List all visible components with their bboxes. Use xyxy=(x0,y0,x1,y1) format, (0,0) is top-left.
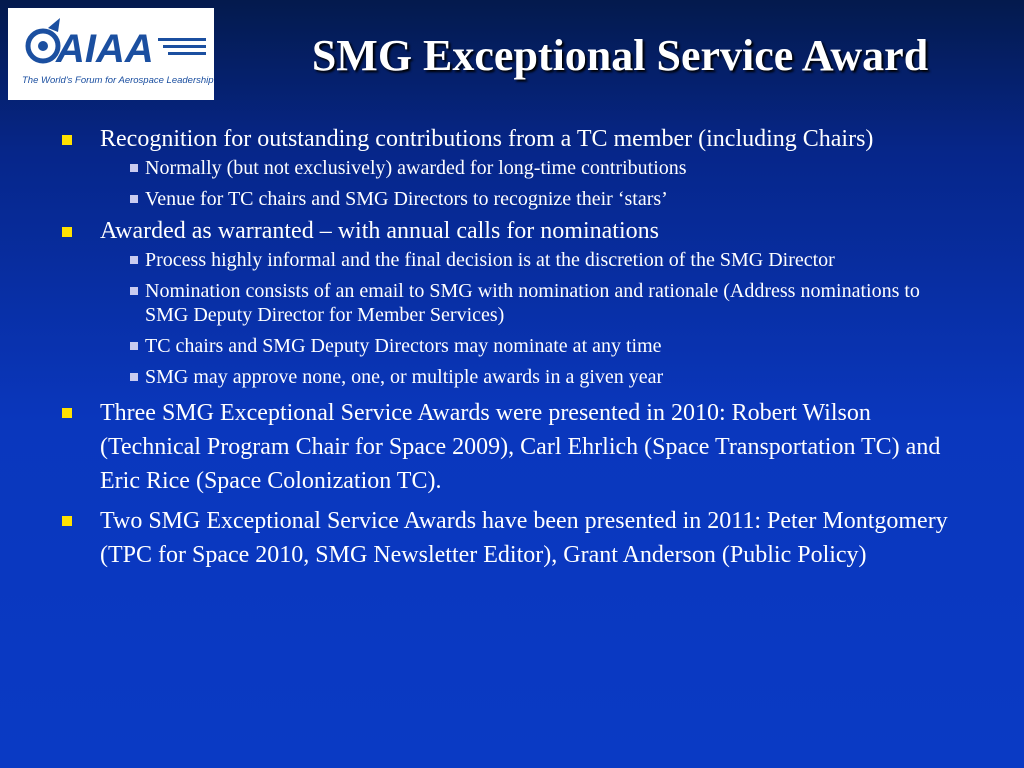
small-square-bullet-icon xyxy=(130,195,138,203)
small-square-bullet-icon xyxy=(130,287,138,295)
bullet-text: Two SMG Exceptional Service Awards have been presented in 2011: Peter Montgomery (TPC for Space 2010, SMG Newsletter Editor), Grant Anderson (Public Policy) xyxy=(100,508,948,568)
sub-bullet-text: Normally (but not exclusively) awarded for long-time contributions xyxy=(145,157,687,179)
bullet-text: Three SMG Exceptional Service Awards were presented in 2010: Robert Wilson (Technical Program Chair for Space 2009), Carl Ehrlich (Space Transportation TC) and Eric Rice (Space Colonization TC). xyxy=(100,400,941,494)
sub-bullet-item xyxy=(100,365,962,389)
sub-bullet-text: TC chairs and SMG Deputy Directors may nominate at any time xyxy=(145,335,662,357)
small-square-bullet-icon xyxy=(130,256,138,264)
aiaa-logo-graphic xyxy=(8,8,214,100)
bullet-item xyxy=(62,504,962,572)
aiaa-logo xyxy=(8,8,214,100)
sub-bullet-item xyxy=(100,187,962,211)
sub-bullet-list xyxy=(100,248,962,389)
sub-bullet-text: Process highly informal and the final decision is at the discretion of the SMG Director xyxy=(145,249,835,271)
square-bullet-icon xyxy=(62,135,72,145)
square-bullet-icon xyxy=(62,227,72,237)
small-square-bullet-icon xyxy=(130,373,138,381)
sub-bullet-text: Nomination consists of an email to SMG with nomination and rationale (Address nominations to SMG Deputy Director for Member Services) xyxy=(145,280,920,326)
sub-bullet-item xyxy=(100,248,962,272)
bullet-text: Recognition for outstanding contributions from a TC member (including Chairs) xyxy=(100,126,874,152)
bullet-list xyxy=(62,126,962,572)
square-bullet-icon xyxy=(62,516,72,526)
slide-body xyxy=(62,126,962,576)
bullet-item xyxy=(62,396,962,498)
slide-title: SMG Exceptional Service Award xyxy=(311,31,929,80)
sub-bullet-item xyxy=(100,334,962,358)
bullet-text: Awarded as warranted – with annual calls for nominations xyxy=(100,218,659,244)
sub-bullet-item xyxy=(100,156,962,180)
sub-bullet-text: SMG may approve none, one, or multiple awards in a given year xyxy=(145,366,664,388)
sub-bullet-list xyxy=(100,156,962,211)
logo-wordmark: AIAA xyxy=(56,27,154,71)
bullet-item xyxy=(62,126,962,211)
small-square-bullet-icon xyxy=(130,342,138,350)
square-bullet-icon xyxy=(62,408,72,418)
logo-tagline: The World's Forum for Aerospace Leadership xyxy=(22,75,214,86)
bullet-item xyxy=(62,218,962,389)
sub-bullet-item xyxy=(100,279,962,327)
sub-bullet-text: Venue for TC chairs and SMG Directors to recognize their ‘stars’ xyxy=(145,188,668,210)
small-square-bullet-icon xyxy=(130,164,138,172)
